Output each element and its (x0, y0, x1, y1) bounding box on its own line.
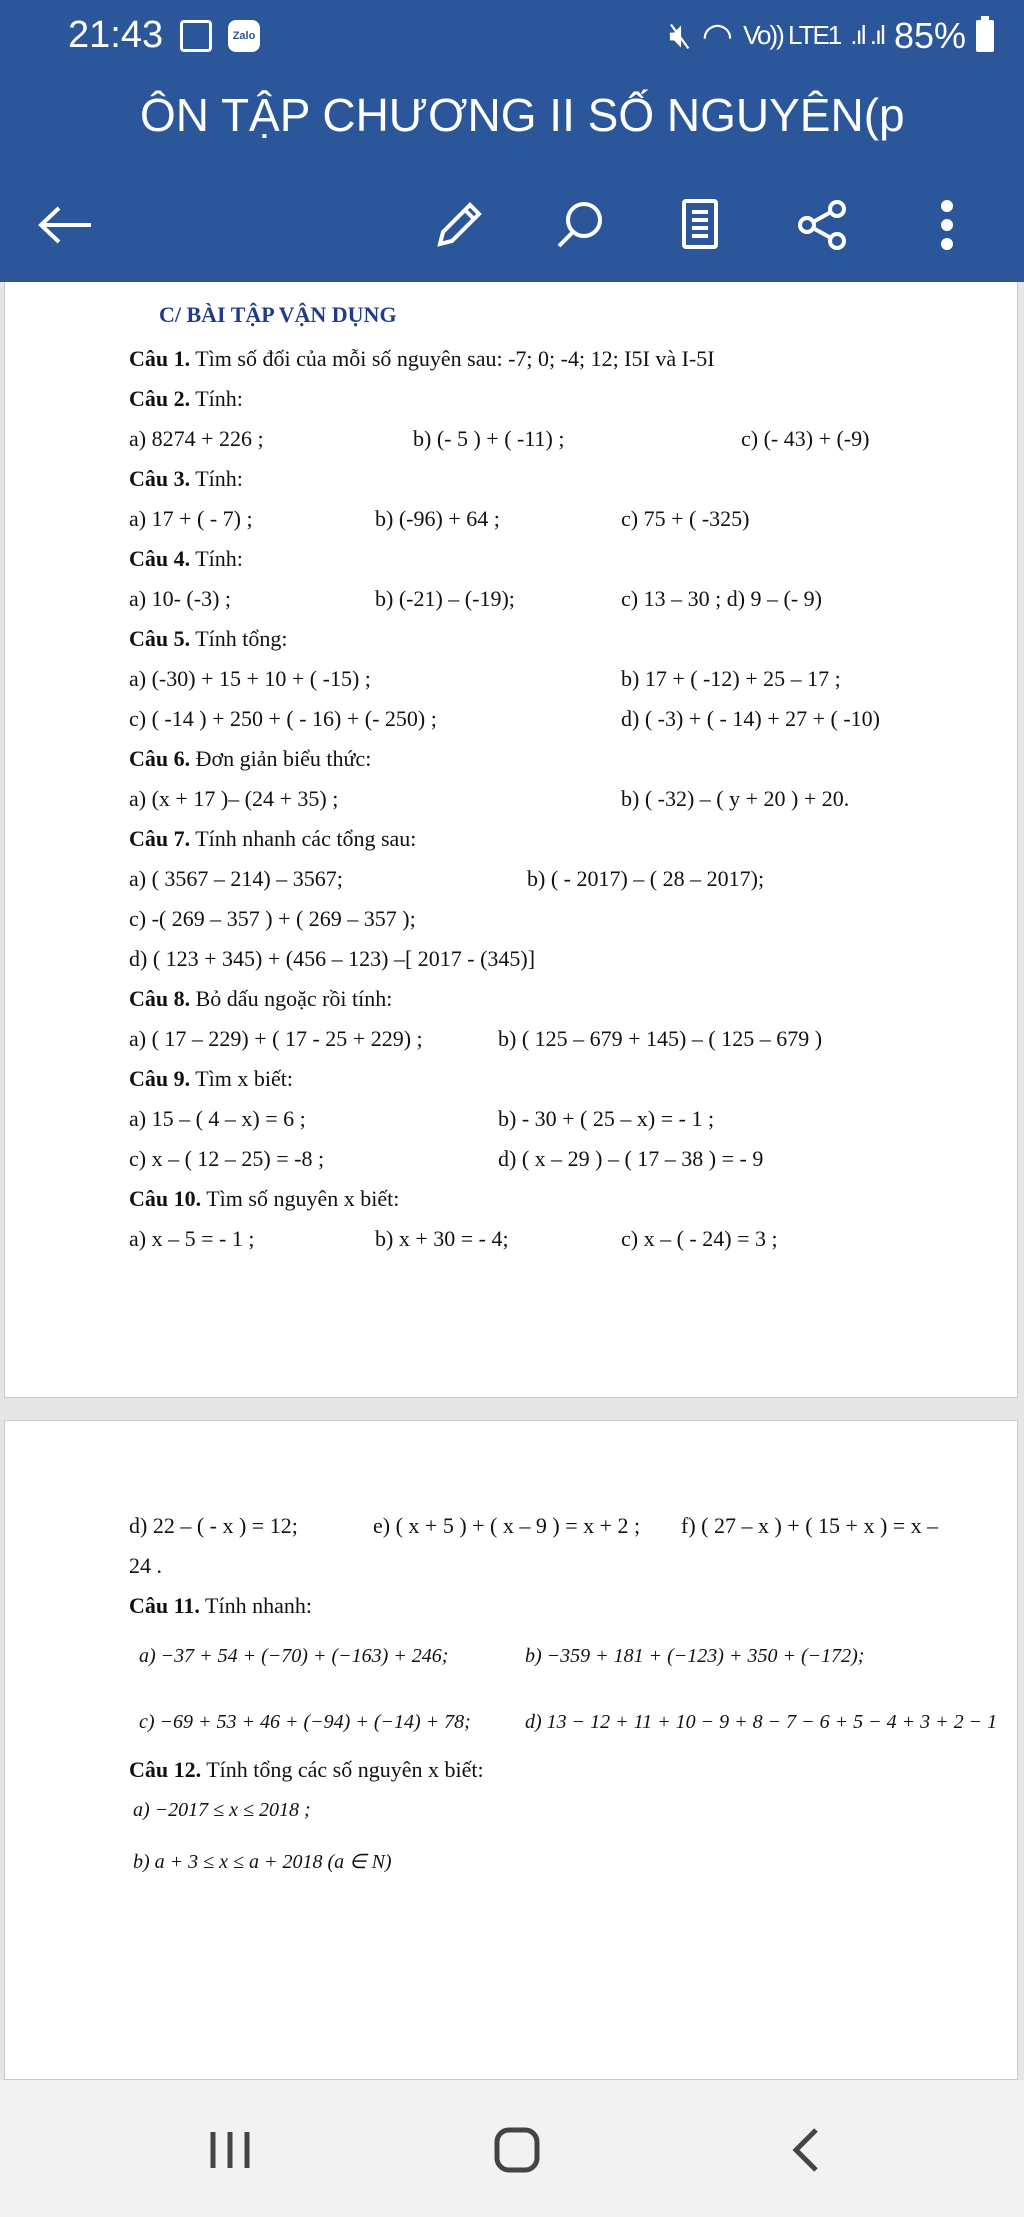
q11-c: c) −69 + 53 + 46 + (−94) + (−14) + 78; (139, 1711, 471, 1733)
question-9: Câu 9. Tìm x biết: (129, 1066, 293, 1091)
back-arrow-icon[interactable] (30, 190, 100, 260)
q8-b: b) ( 125 – 679 + 145) – ( 125 – 679 ) (498, 1026, 823, 1051)
q10-d: d) 22 – ( - x ) = 12; (129, 1513, 298, 1538)
q2-b: b) (- 5 ) + ( -11) ; (413, 426, 565, 451)
signal-icon: .ıl .ıl (850, 20, 884, 50)
q9-d: d) ( x – 29 ) – ( 17 – 38 ) = - 9 (498, 1146, 764, 1171)
question-1: Câu 1. Tìm số đối của mỗi số nguyên sau: -7; 0; -4; 12; I5I và I-5I (129, 346, 715, 371)
q2-c: c) (- 43) + (-9) (741, 426, 870, 451)
q11-a: a) −37 + 54 + (−70) + (−163) + 246; (139, 1645, 449, 1667)
section-heading: C/ BÀI TẬP VẬN DỤNG (159, 302, 397, 327)
wifi-icon: ◠ (701, 14, 734, 56)
question-11: Câu 11. Tính nhanh: (129, 1593, 312, 1618)
question-6: Câu 6. Đơn giản biểu thức: (129, 746, 372, 771)
q10-f: f) ( 27 – x ) + ( 15 + x ) = x – (681, 1513, 939, 1538)
q6-a: a) (x + 17 )– (24 + 35) ; (129, 786, 339, 811)
q11-b: b) −359 + 181 + (−123) + 350 + (−172); (525, 1645, 865, 1667)
question-4: Câu 4. Tính: (129, 546, 243, 571)
q9-c: c) x – ( 12 – 25) = -8 ; (129, 1146, 325, 1171)
q12-b: b) a + 3 ≤ x ≤ a + 2018 (a ∈ N) (133, 1851, 392, 1873)
q9-b: b) - 30 + ( 25 – x) = - 1 ; (498, 1106, 715, 1131)
q5-a: a) (-30) + 15 + 10 + ( -15) ; (129, 666, 371, 691)
share-icon[interactable] (787, 190, 857, 260)
q10-a: a) x – 5 = - 1 ; (129, 1226, 255, 1251)
question-2: Câu 2. Tính: (129, 386, 243, 411)
more-vert-icon[interactable] (912, 190, 982, 260)
q4-c: c) 13 – 30 ; d) 9 – (- 9) (621, 586, 823, 611)
mute-icon: 🔇︎ (669, 14, 692, 55)
recent-apps-icon[interactable] (185, 2110, 275, 2190)
battery-percent: 85% (893, 14, 966, 56)
q5-b: b) 17 + ( -12) + 25 – 17 ; (621, 666, 841, 691)
q7-c: c) -( 269 – 357 ) + ( 269 – 357 ); (129, 906, 416, 931)
q3-b: b) (-96) + 64 ; (375, 506, 500, 531)
q9-a: a) 15 – ( 4 – x) = 6 ; (129, 1106, 306, 1131)
q2-a: a) 8274 + 226 ; (129, 426, 264, 451)
q7-b: b) ( - 2017) – ( 28 – 2017); (527, 866, 765, 891)
question-7: Câu 7. Tính nhanh các tổng sau: (129, 826, 417, 851)
question-3: Câu 3. Tính: (129, 466, 243, 491)
question-5: Câu 5. Tính tổng: (129, 626, 288, 651)
question-10: Câu 10. Tìm số nguyên x biết: (129, 1186, 400, 1211)
reading-view-icon[interactable] (665, 190, 735, 260)
pencil-icon[interactable] (424, 190, 494, 260)
search-icon[interactable] (545, 190, 615, 260)
document-title: ÔN TẬP CHƯƠNG II SỐ NGUYÊN(p (140, 89, 905, 141)
q12-a: a) −2017 ≤ x ≤ 2018 ; (133, 1799, 311, 1821)
q8-a: a) ( 17 – 229) + ( 17 - 25 + 229) ; (129, 1026, 423, 1051)
battery-icon (976, 20, 994, 52)
q7-a: a) ( 3567 – 214) – 3567; (129, 866, 343, 891)
toolbar (0, 180, 1024, 270)
clock: 21:43 (68, 14, 164, 56)
status-indicators (669, 14, 994, 57)
document-page-1[interactable] (4, 282, 1018, 1398)
back-icon[interactable] (760, 2110, 850, 2190)
zalo-notification-icon: Zalo (228, 20, 260, 52)
app-header (0, 0, 1024, 282)
status-bar (0, 0, 1024, 78)
volte-indicator: Vo)) LTE1 (743, 20, 841, 50)
q3-a: a) 17 + ( - 7) ; (129, 506, 253, 531)
home-icon[interactable] (472, 2110, 562, 2190)
q10-c: c) x – ( - 24) = 3 ; (621, 1226, 778, 1251)
q3-c: c) 75 + ( -325) (621, 506, 750, 531)
document-page-2[interactable] (4, 1420, 1018, 2080)
gallery-notification-icon (180, 20, 212, 52)
q11-d: d) 13 − 12 + 11 + 10 − 9 + 8 − 7 − 6 + 5 − 4 + 3 + 2 − 1 (525, 1711, 998, 1733)
q10-f-continued: 24 . (129, 1553, 162, 1578)
q10-e: e) ( x + 5 ) + ( x – 9 ) = x + 2 ; (373, 1513, 641, 1538)
q5-c: c) ( -14 ) + 250 + ( - 16) + (- 250) ; (129, 706, 437, 731)
q6-b: b) ( -32) – ( y + 20 ) + 20. (621, 786, 850, 811)
q5-d: d) ( -3) + ( - 14) + 27 + ( -10) (621, 706, 880, 731)
q7-d: d) ( 123 + 345) + (456 – 123) –[ 2017 - (345)] (129, 946, 536, 971)
q4-b: b) (-21) – (-19); (375, 586, 515, 611)
question-8: Câu 8. Bỏ dấu ngoặc rồi tính: (129, 986, 393, 1011)
question-12: Câu 12. Tính tổng các số nguyên x biết: (129, 1757, 484, 1782)
system-nav-bar (0, 2080, 1024, 2217)
q4-a: a) 10- (-3) ; (129, 586, 232, 611)
q10-b: b) x + 30 = - 4; (375, 1226, 509, 1251)
